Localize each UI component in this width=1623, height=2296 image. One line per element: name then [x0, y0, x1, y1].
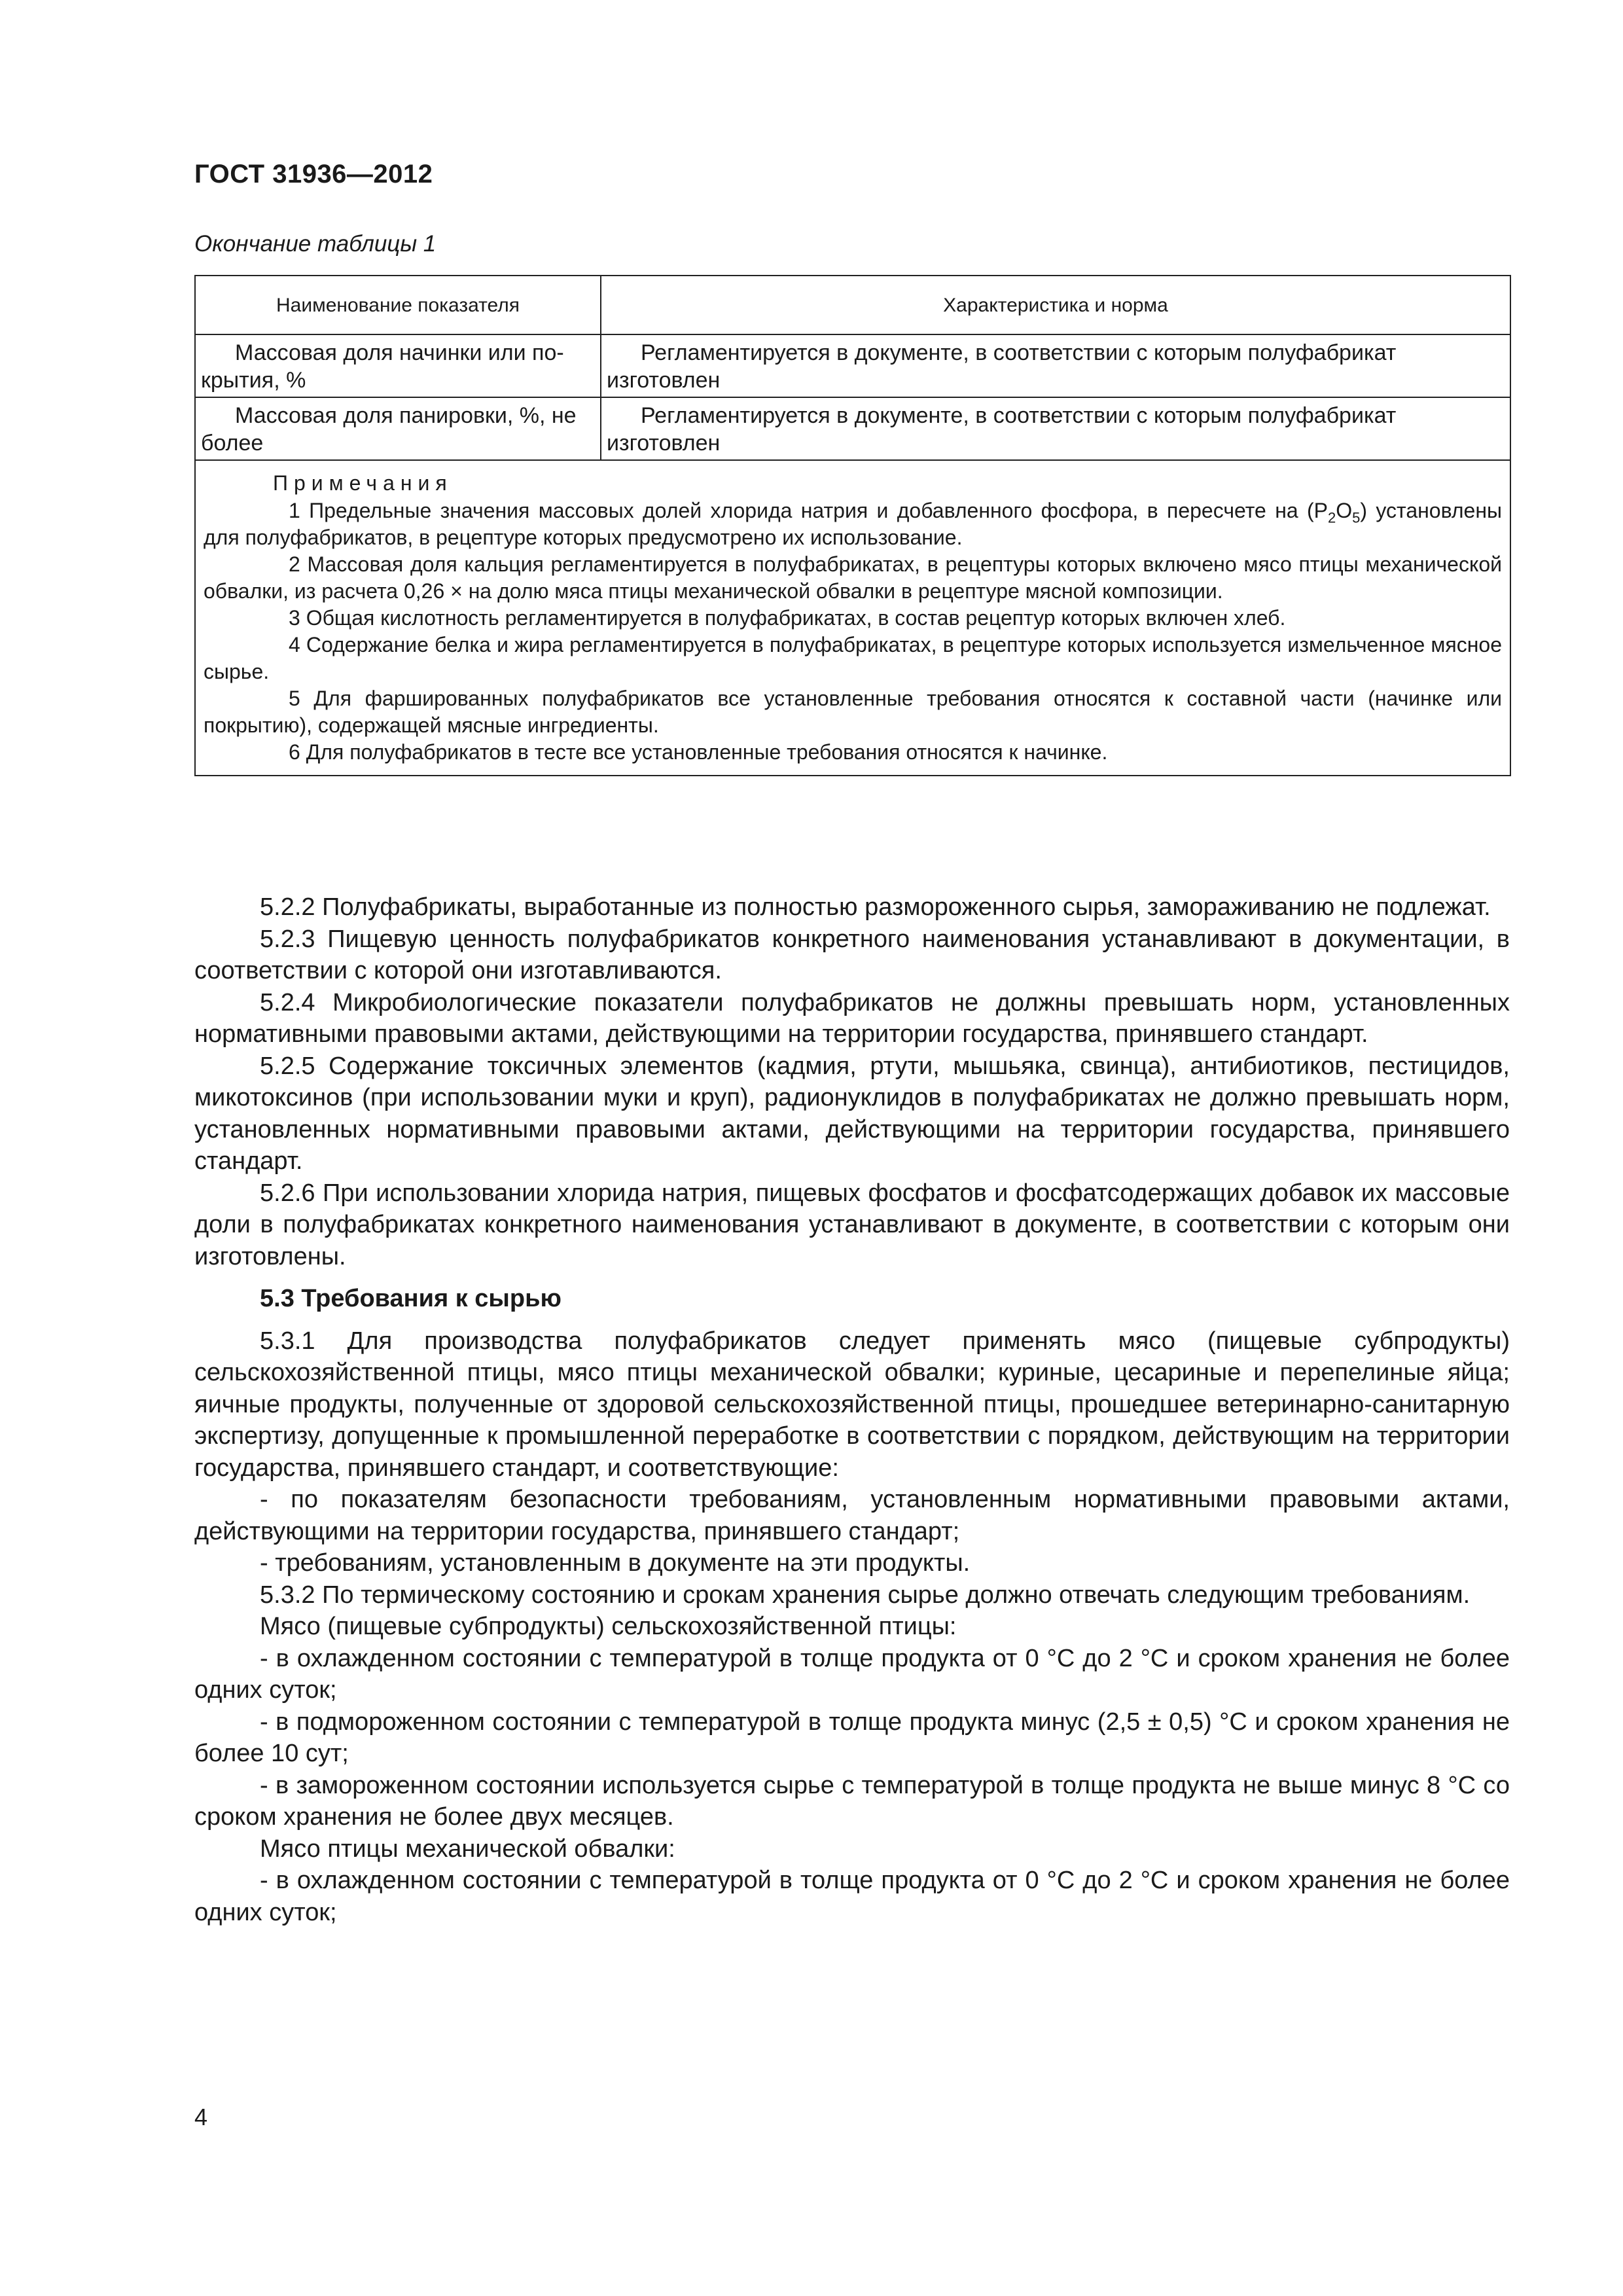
note-text: 1 Предельные значения массовых долей хлорида натрия и добавленного фосфора, в пересчете на (P — [289, 499, 1329, 522]
table-note: 6 Для полуфабрикатов в тесте все установленные требования относятся к начинке. — [289, 740, 1108, 764]
table-note: 3 Общая кислотность регламентируется в полуфабрикатах, в состав рецептур которых включен хлеб. — [289, 606, 1286, 630]
column-header: Характеристика и норма — [601, 276, 1510, 334]
note-text: O — [1336, 499, 1353, 522]
paragraph: - требованиям, установленным в документе на эти продукты. — [260, 1549, 971, 1577]
paragraph: 5.3.1 Для производства полуфабрикатов следует применять мясо (пищевые субпродукты) сельскохозяйственной птицы, мясо птицы механической обвалки; куриные, цесариные и перепелиные яйца; яичные продукты, полученные от здоровой сельскохозяйственной птицы, прошедшее ветеринарно-санитарную экспертизу, допущенные к промышленной переработке в соответствии с порядком, действующим на территории государства, принявшего стандарт, и соответствующие: — [194, 1327, 1510, 1482]
table-row — [195, 397, 1510, 460]
paragraph: Мясо птицы механической обвалки: — [260, 1835, 675, 1863]
subscript: 5 — [1352, 509, 1361, 526]
paragraph: - в замороженном состоянии используется сырье с температурой в толще продукта не выше минус 8 °C со сроком хранения не более двух месяцев. — [194, 1771, 1510, 1831]
body-text — [194, 891, 1510, 1928]
subscript: 2 — [1328, 509, 1336, 526]
paragraph: 5.2.3 Пищевую ценность полуфабрикатов конкретного наименования устанавливают в документации, в соответствии с которой они изготавливаются. — [194, 925, 1510, 984]
norm-cell: Регламентируется в документе, в соответствии с которым полуфабрикат изготовлен — [601, 334, 1510, 397]
column-header: Наименование показателя — [195, 276, 601, 334]
table-header-row — [195, 276, 1510, 334]
note-text: ) установлены для полуфабрикатов, в рецептуре которых предусмотрено их использование. — [204, 499, 1503, 549]
table-note: 4 Содержание белка и жира регламентируется в полуфабрикатах, в рецептуре которых используется измельченное мясное сырье. — [204, 633, 1502, 683]
paragraph: 5.2.2 Полуфабрикаты, выработанные из полностью размороженного сырья, замораживанию не подлежат. — [260, 893, 1491, 921]
paragraph: Мясо (пищевые субпродукты) сельскохозяйственной птицы: — [260, 1613, 957, 1640]
paragraph: - в охлажденном состоянии с температурой в толще продукта от 0 °C до 2 °C и сроком хранения не более одних суток; — [194, 1867, 1510, 1926]
paragraph: 5.2.5 Содержание токсичных элементов (кадмия, ртути, мышьяка, свинца), антибиотиков, пестицидов, микотоксинов (при использовании муки и круп), радионуклидов в полуфабрикатах не должно превышать норм, установленных нормативными правовыми актами, действующими на территории государства, принявшего стандарт. — [194, 1052, 1510, 1175]
paragraph: - в подмороженном состоянии с температурой в толще продукта минус (2,5 ± 0,5) °C и сроком хранения не более 10 сут; — [194, 1708, 1510, 1767]
paragraph: - по показателям безопасности требованиям, установленным нормативными правовыми актами, действующими на территории государства, принявшего стандарт; — [194, 1486, 1510, 1545]
paragraph: 5.3.2 По термическому состоянию и срокам хранения сырье должно отвечать следующим требованиям. — [260, 1581, 1471, 1609]
section-heading: 5.3 Требования к сырью — [260, 1285, 562, 1312]
table-notes-row — [195, 460, 1510, 776]
table-row — [195, 334, 1510, 397]
indicator-cell: Массовая доля начинки или покрытия, % — [195, 334, 601, 397]
document-header: ГОСТ 31936—2012 — [194, 160, 433, 188]
page-number: 4 — [194, 2104, 208, 2130]
specification-table — [194, 275, 1511, 776]
table-note: 2 Массовая доля кальция регламентируется в полуфабрикатах, в рецептуры которых включено мясо птицы механической обвалки, из расчета 0,26 × на долю мяса птицы механической обвалки в рецептуре мясной композиции. — [204, 552, 1502, 603]
paragraph: 5.2.4 Микробиологические показатели полуфабрикатов не должны превышать норм, установленных нормативными правовыми актами, действующими на территории государства, принявшего стандарт. — [194, 988, 1510, 1048]
notes-title: Примечания — [273, 471, 453, 495]
table-note — [204, 497, 1502, 551]
norm-cell: Регламентируется в документе, в соответствии с которым полуфабрикат изготовлен — [601, 397, 1510, 460]
notes-cell — [195, 460, 1510, 776]
table-note: 5 Для фаршированных полуфабрикатов все установленные требования относятся к составной части (начинке или покрытию), содержащей мясные ингредиенты. — [204, 687, 1502, 737]
paragraph: - в охлажденном состоянии с температурой в толще продукта от 0 °C до 2 °C и сроком хранения не более одних суток; — [194, 1644, 1510, 1704]
paragraph: 5.2.6 При использовании хлорида натрия, пищевых фосфатов и фосфатсодержащих добавок их массовые доли в полуфабрикатах конкретного наименования устанавливают в документе, в соответствии с которым они изготовлены. — [194, 1179, 1510, 1270]
table-caption: Окончание таблицы 1 — [194, 231, 437, 257]
indicator-cell: Массовая доля панировки, %, не более — [195, 397, 601, 460]
